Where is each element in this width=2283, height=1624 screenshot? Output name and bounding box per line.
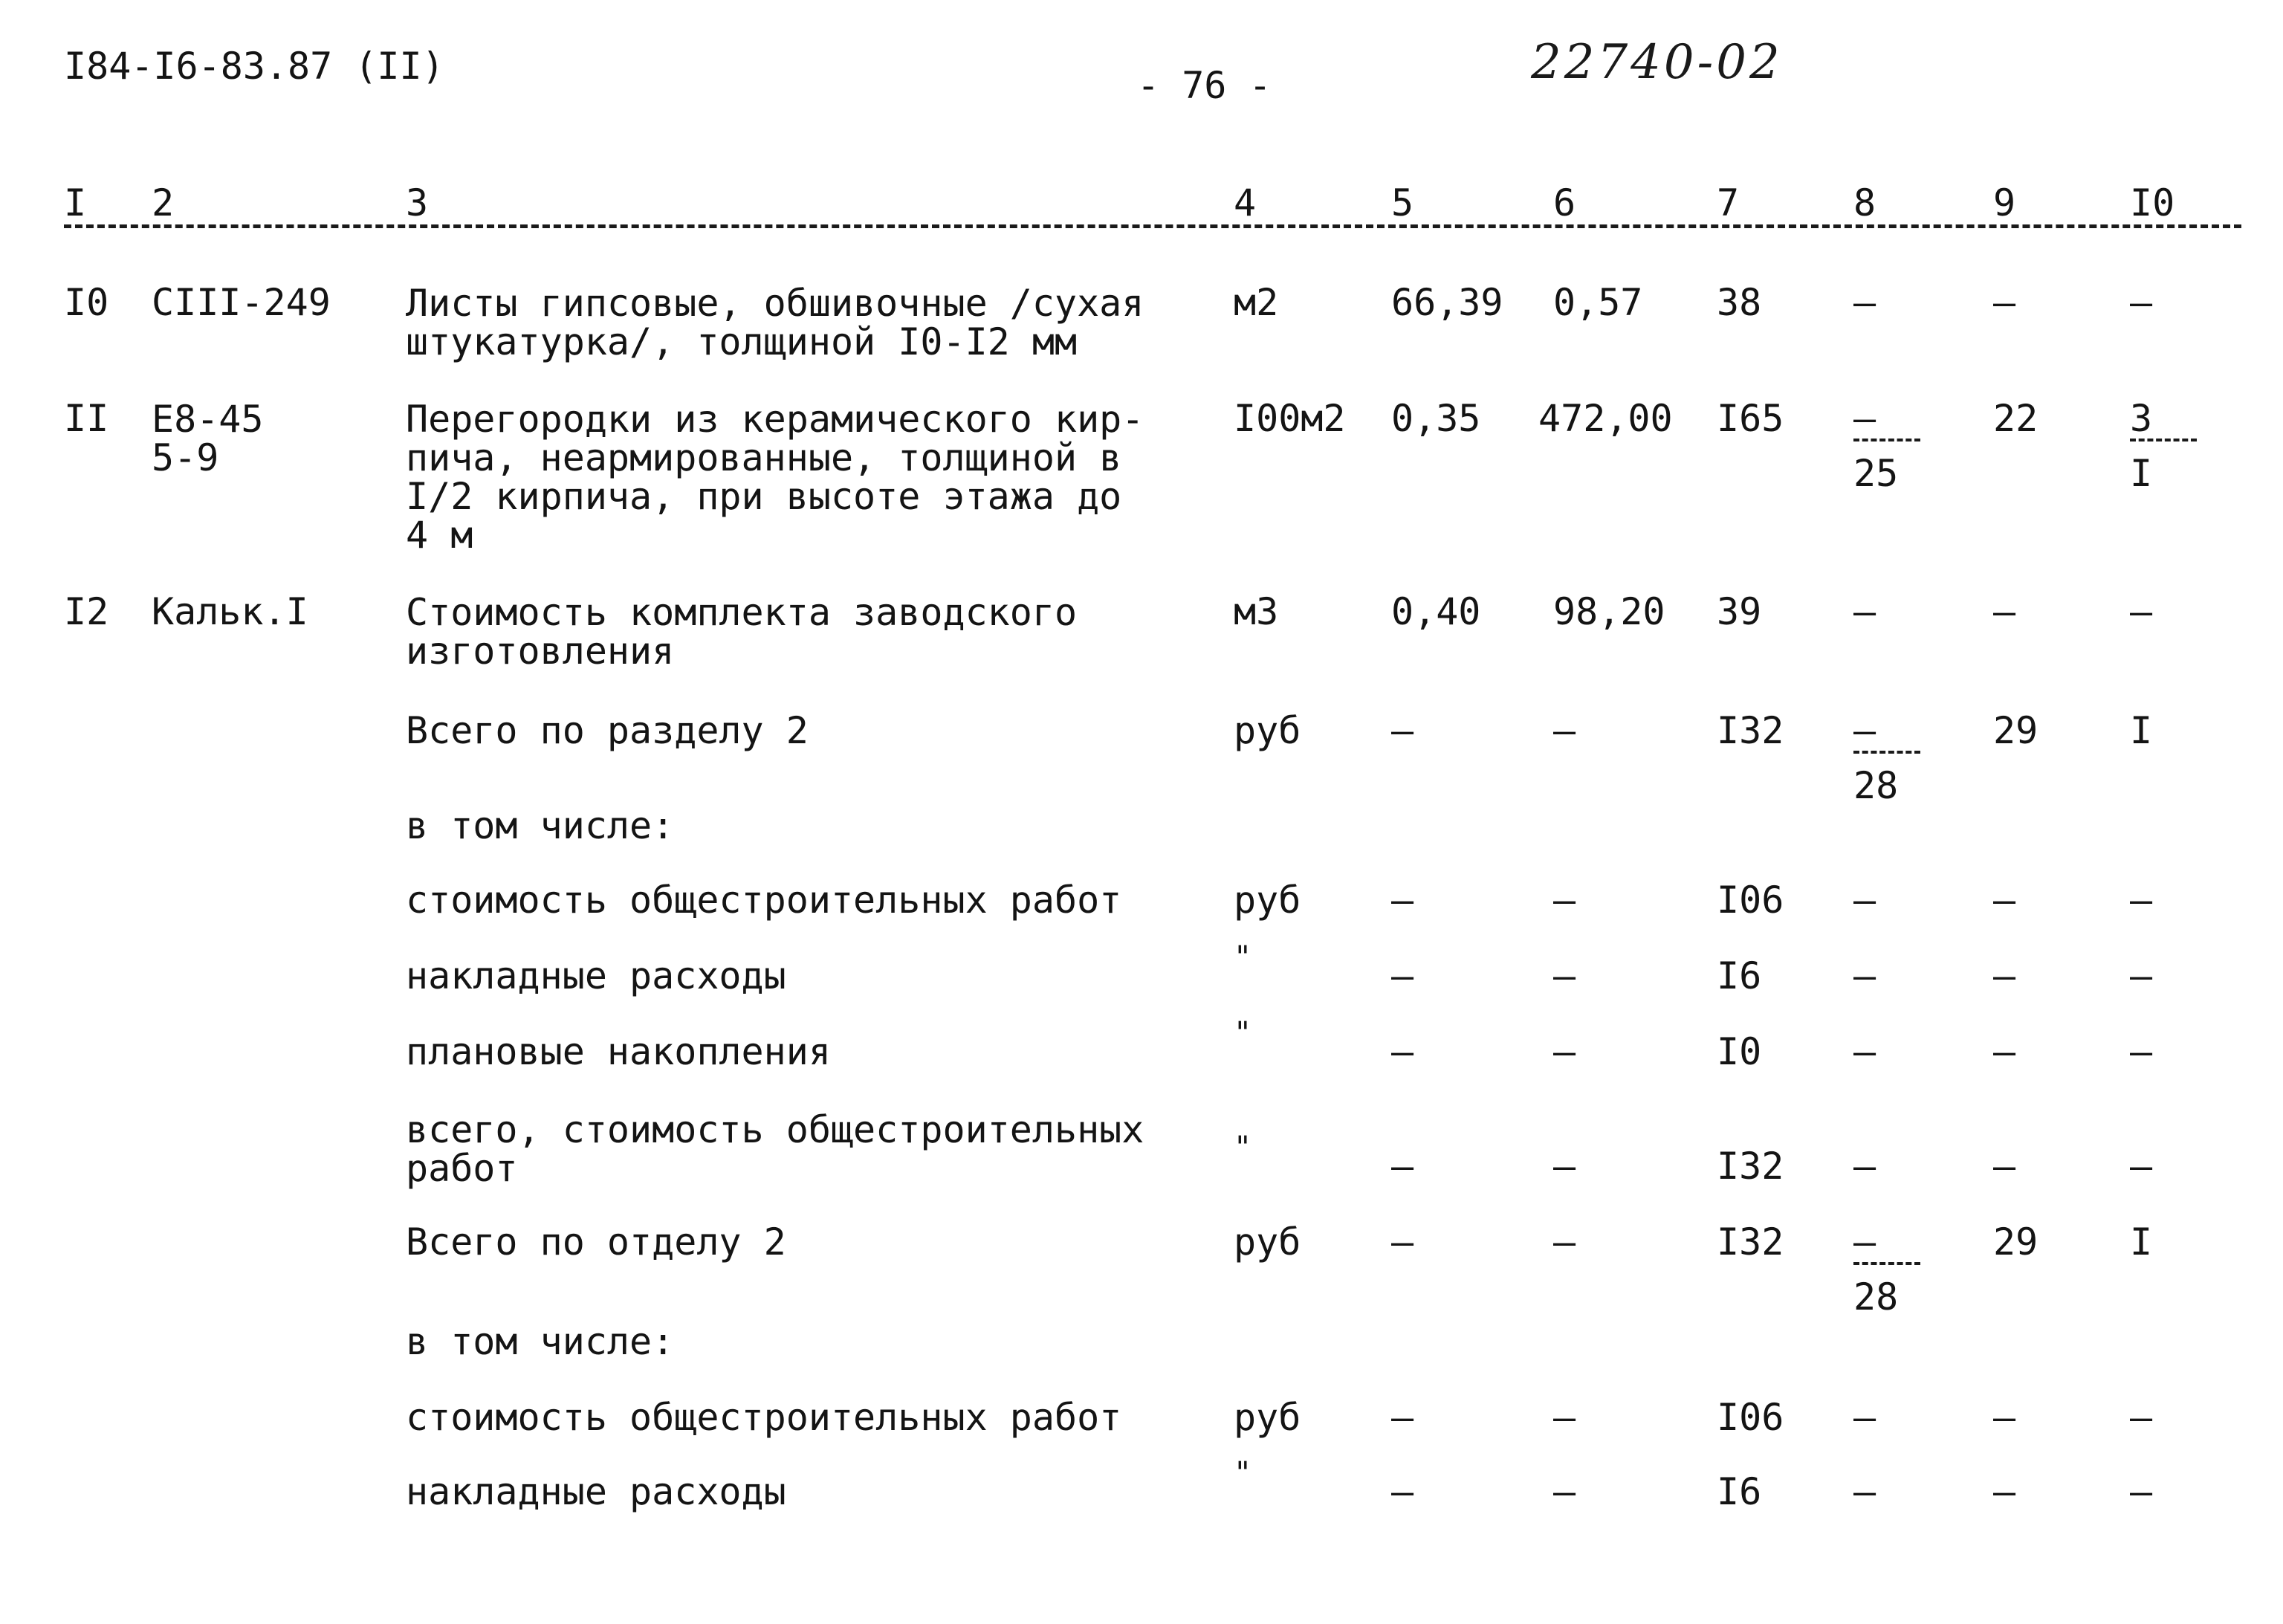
subtotal-label: Всего по отделу 2 — [406, 1220, 786, 1264]
column-header-9: 9 — [1993, 181, 2016, 224]
row-unit-price: – — [1553, 1396, 1576, 1439]
row-description: Стоимость комплекта заводского изготовления — [406, 591, 1078, 673]
row-code: E8-45 5-9 — [152, 398, 264, 479]
row-total: 38 — [1717, 281, 1762, 324]
column-header-5: 5 — [1391, 181, 1414, 224]
row-unit-price: – — [1553, 1470, 1576, 1513]
column-header-1: I — [64, 181, 87, 224]
row-unit-price: 472,00 — [1538, 397, 1673, 440]
row-col10: I — [2130, 709, 2153, 752]
row-unit-price: – — [1553, 954, 1576, 997]
fraction-bar — [1853, 1262, 1920, 1265]
row-col8: – — [1853, 281, 1876, 324]
row-quantity: – — [1391, 1145, 1414, 1188]
ditto-mark: " — [1234, 940, 1252, 974]
fraction-numerator: – — [1853, 709, 1876, 752]
row-col9: – — [1993, 281, 2016, 324]
column-header-7: 7 — [1717, 181, 1740, 224]
column-header-8: 8 — [1853, 181, 1876, 224]
row-number: I0 — [64, 281, 109, 324]
row-col10: – — [2130, 1396, 2153, 1439]
row-number: II — [64, 397, 109, 440]
row-description: Листы гипсовые, обшивочные /сухая штукатурка/, толщиной I0-I2 мм — [406, 282, 1144, 363]
column-header-10: I0 — [2130, 181, 2175, 224]
row-unit: руб — [1234, 1396, 1301, 1439]
row-col8: – — [1853, 879, 1876, 922]
row-col9: 29 — [1993, 709, 2038, 752]
column-header-6: 6 — [1553, 181, 1576, 224]
row-quantity: – — [1391, 1396, 1414, 1439]
row-total: I0 — [1717, 1030, 1762, 1073]
fraction-numerator: 3 — [2130, 397, 2153, 440]
row-unit-price: 0,57 — [1553, 281, 1643, 324]
row-description: накладные расходы — [406, 954, 786, 997]
row-unit: руб — [1234, 879, 1301, 922]
row-total: I6 — [1717, 1470, 1762, 1513]
row-unit: м3 — [1234, 590, 1279, 633]
fraction-bar — [2130, 439, 2197, 441]
row-col10: – — [2130, 1145, 2153, 1188]
row-col9: – — [1993, 879, 2016, 922]
fraction-denominator: 28 — [1853, 764, 1899, 807]
row-col10: I — [2130, 1220, 2153, 1264]
row-number: I2 — [64, 590, 109, 633]
row-unit-price: 98,20 — [1553, 590, 1665, 633]
row-total: I65 — [1717, 397, 1784, 440]
row-col10: – — [2130, 879, 2153, 922]
row-unit-price: – — [1553, 1220, 1576, 1264]
row-unit: руб — [1234, 1220, 1301, 1264]
row-description: плановые накопления — [406, 1030, 831, 1073]
row-col9: – — [1993, 1396, 2016, 1439]
row-description: стоимость общестроительных работ — [406, 1396, 1122, 1439]
row-col10: – — [2130, 954, 2153, 997]
row-unit-price: – — [1553, 709, 1576, 752]
row-col9: – — [1993, 1030, 2016, 1073]
row-description: Перегородки из керамического кир- пича, неармированные, толщиной в I/2 кирпича, при высоте этажа до 4 м — [406, 398, 1144, 557]
row-unit-price: – — [1553, 1145, 1576, 1188]
handwritten-reference: 22740-02 — [1531, 35, 1783, 90]
row-description: накладные расходы — [406, 1470, 786, 1513]
fraction-bar — [1853, 751, 1920, 754]
row-col9: 29 — [1993, 1220, 2038, 1264]
ditto-mark: " — [1234, 1016, 1252, 1050]
row-col8: – — [1853, 954, 1876, 997]
row-unit: м2 — [1234, 281, 1279, 324]
row-total: I6 — [1717, 954, 1762, 997]
row-unit-price: – — [1553, 1030, 1576, 1073]
row-total: I32 — [1717, 1220, 1784, 1264]
row-total: I32 — [1717, 1145, 1784, 1188]
row-col10: – — [2130, 281, 2153, 324]
row-col10: – — [2130, 590, 2153, 633]
breakdown-label: в том числе: — [406, 804, 675, 847]
row-code: CIII-249 — [152, 281, 331, 324]
fraction-denominator: I — [2130, 452, 2153, 495]
row-col9: 22 — [1993, 397, 2038, 440]
row-total: 39 — [1717, 590, 1762, 633]
row-code: Кальк.I — [152, 590, 308, 633]
row-col10: – — [2130, 1470, 2153, 1513]
row-description: стоимость общестроительных работ — [406, 879, 1122, 922]
row-col8: – — [1853, 1470, 1876, 1513]
row-col9: – — [1993, 590, 2016, 633]
row-quantity: 0,35 — [1391, 397, 1481, 440]
fraction-denominator: 25 — [1853, 452, 1899, 495]
row-quantity: – — [1391, 1220, 1414, 1264]
column-header-3: 3 — [406, 181, 429, 224]
breakdown-label: в том числе: — [406, 1320, 675, 1363]
row-total: I06 — [1717, 1396, 1784, 1439]
ditto-mark: " — [1234, 1456, 1252, 1490]
row-quantity: – — [1391, 954, 1414, 997]
row-col8: – — [1853, 1030, 1876, 1073]
row-quantity: 66,39 — [1391, 281, 1503, 324]
row-unit: I00м2 — [1234, 397, 1346, 440]
row-unit: руб — [1234, 709, 1301, 752]
fraction-numerator: – — [1853, 397, 1876, 440]
fraction-bar — [1853, 439, 1920, 441]
row-unit-price: – — [1553, 879, 1576, 922]
row-description: всего, стоимость общестроительных работ — [406, 1108, 1144, 1190]
row-total: I06 — [1717, 879, 1784, 922]
column-header-4: 4 — [1234, 181, 1257, 224]
document-code: I84-I6-83.87 (II) — [64, 45, 444, 88]
row-col9: – — [1993, 1145, 2016, 1188]
row-col9: – — [1993, 1470, 2016, 1513]
row-col8: – — [1853, 1145, 1876, 1188]
fraction-denominator: 28 — [1853, 1275, 1899, 1319]
row-quantity: – — [1391, 1470, 1414, 1513]
row-col8: – — [1853, 1396, 1876, 1439]
row-quantity: – — [1391, 879, 1414, 922]
row-col8: – — [1853, 590, 1876, 633]
row-quantity: – — [1391, 709, 1414, 752]
column-header-2: 2 — [152, 181, 175, 224]
fraction-numerator: – — [1853, 1220, 1876, 1264]
row-quantity: – — [1391, 1030, 1414, 1073]
row-col9: – — [1993, 954, 2016, 997]
ditto-mark: " — [1234, 1130, 1252, 1165]
row-col10: – — [2130, 1030, 2153, 1073]
subtotal-label: Всего по разделу 2 — [406, 709, 809, 752]
row-total: I32 — [1717, 709, 1784, 752]
row-quantity: 0,40 — [1391, 590, 1481, 633]
page-number: - 76 - — [1137, 64, 1272, 107]
header-underline — [64, 224, 2241, 228]
